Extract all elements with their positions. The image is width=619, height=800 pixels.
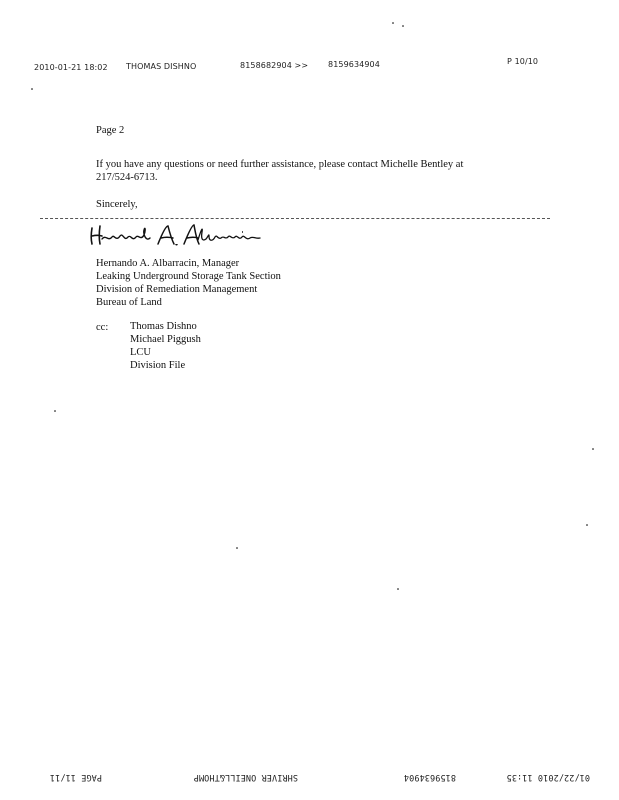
scan-speck — [397, 588, 399, 590]
footer-page-number: PAGE 11/11 — [49, 772, 102, 782]
cc-recipient: Thomas Dishno — [130, 321, 197, 332]
signature — [88, 222, 268, 252]
scan-speck — [236, 547, 238, 549]
scan-speck — [31, 88, 33, 90]
cc-label: cc: — [96, 322, 109, 333]
paragraph-line-1: If you have any questions or need further assistance, please contact Michelle Bentley at — [96, 159, 464, 170]
signatory-name-title: Hernando A. Albarracin, Manager — [96, 258, 240, 269]
fax-to-number: 8159634904 — [328, 60, 380, 69]
footer-number: 8159634904 — [403, 772, 456, 782]
cc-recipient: Division File — [130, 360, 186, 371]
signatory-division: Division of Remediation Management — [96, 284, 258, 295]
fax-sender: THOMAS DISHNO — [126, 62, 197, 71]
closing: Sincerely, — [96, 199, 138, 210]
scan-speck — [402, 25, 404, 27]
cc-recipient: LCU — [130, 347, 151, 358]
scan-speck — [586, 524, 588, 526]
signatory-bureau: Bureau of Land — [96, 297, 162, 308]
fax-from-number: 8158682904 >> — [240, 61, 309, 70]
fax-scan-line — [40, 218, 550, 219]
paragraph-line-2: 217/524-6713. — [96, 172, 158, 183]
fax-footer-inverted — [0, 768, 619, 784]
page-label: Page 2 — [96, 125, 125, 136]
scan-speck — [592, 448, 594, 450]
cc-recipient: Michael Piggush — [130, 334, 201, 345]
fax-page-number: P 10/10 — [507, 57, 539, 66]
footer-sender: SHRIVER ONEILL&THOMP — [193, 772, 298, 782]
scan-speck — [392, 22, 394, 24]
signatory-section: Leaking Underground Storage Tank Section — [96, 271, 281, 282]
footer-datetime: 01/22/2010 11:35 — [506, 772, 590, 782]
fax-datetime: 2010-01-21 18:02 — [34, 63, 108, 72]
scan-speck — [54, 410, 56, 412]
